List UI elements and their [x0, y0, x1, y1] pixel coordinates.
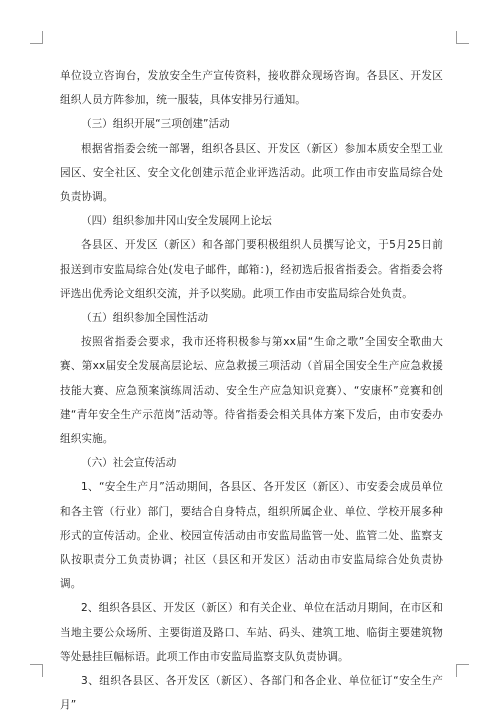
crop-mark-top-right — [456, 31, 469, 44]
section-heading-three: （三）组织开展“三项创建”活动 — [81, 118, 230, 131]
paragraph-three-creations: 根据省指委会统一部署，组织各县区、开发区（新区）参加本质安全型工业园区、安全社区、安全文化创建示范企业评选活动。此项工作由市安监局综合处负责协调。 — [60, 142, 443, 204]
section-heading-four: （四）组织参加井冈山安全发展网上论坛 — [81, 215, 272, 228]
crop-mark-top-left — [30, 31, 43, 44]
paragraph-national-activities: 按照省指委会要求，我市还将积极参与第xx届“生命之歌”全国安全歌曲大赛、第xx届安全发展高层论坛、应急救援三项活动（首届全国安全生产应急救援技能大赛、应急预案演练周活动、安全生产应急知识竞赛）、“安康杯”竞赛和创建“青年安全生产示范岗”活动等。待省指委会相关具体方案下发后，由市安委办组织实施。 — [60, 336, 443, 446]
paragraph-item-1: 1、“安全生产月”活动期间，各县区、各开发区（新区）、市安委会成员单位和各主管（行业）部门，要结合自身特点，组织所属企业、单位、学校开展多种形式的宣传活动。企业、校园宣传活动由市安监局监管一处、监管二处、监察支队按职责分工负责协调；社区（县区和开发区）活动由市安监局综合处负责协调。 — [60, 481, 443, 591]
document-body — [60, 64, 443, 717]
section-heading-six: （六）社会宣传活动 — [81, 457, 177, 470]
crop-mark-bottom-left — [30, 664, 43, 677]
paragraph-item-2: 2、组织各县区、开发区（新区）和有关企业、单位在活动月期间，在市区和当地主要公众场所、主要街道及路口、车站、码头、建筑工地、临街主要建筑物等处悬挂巨幅标语。此项工作由市安监局监察支队负责协调。 — [60, 602, 443, 663]
crop-mark-bottom-right — [456, 664, 469, 677]
paragraph-item-3: 3、组织各县区、各开发区（新区）、各部门和各企业、单位征订“安全生产月” — [60, 675, 443, 712]
section-heading-five: （五）组织参加全国性活动 — [81, 312, 209, 325]
paragraph-online-forum: 各县区、开发区（新区）和各部门要积极组织人员撰写论文，于5月25日前报送到市安监局综合处(发电子邮件，邮箱：)，经初选后报省指委会。省指委会将评选出优秀论文组织交流，并予以奖励。此项工作由市安监局综合处负责。 — [60, 239, 443, 300]
paragraph-continuation: 单位设立咨询台，发放安全生产宣传资料，接收群众现场咨询。各县区、开发区组织人员方阵参加，统一服装，具体安排另行通知。 — [60, 70, 443, 107]
